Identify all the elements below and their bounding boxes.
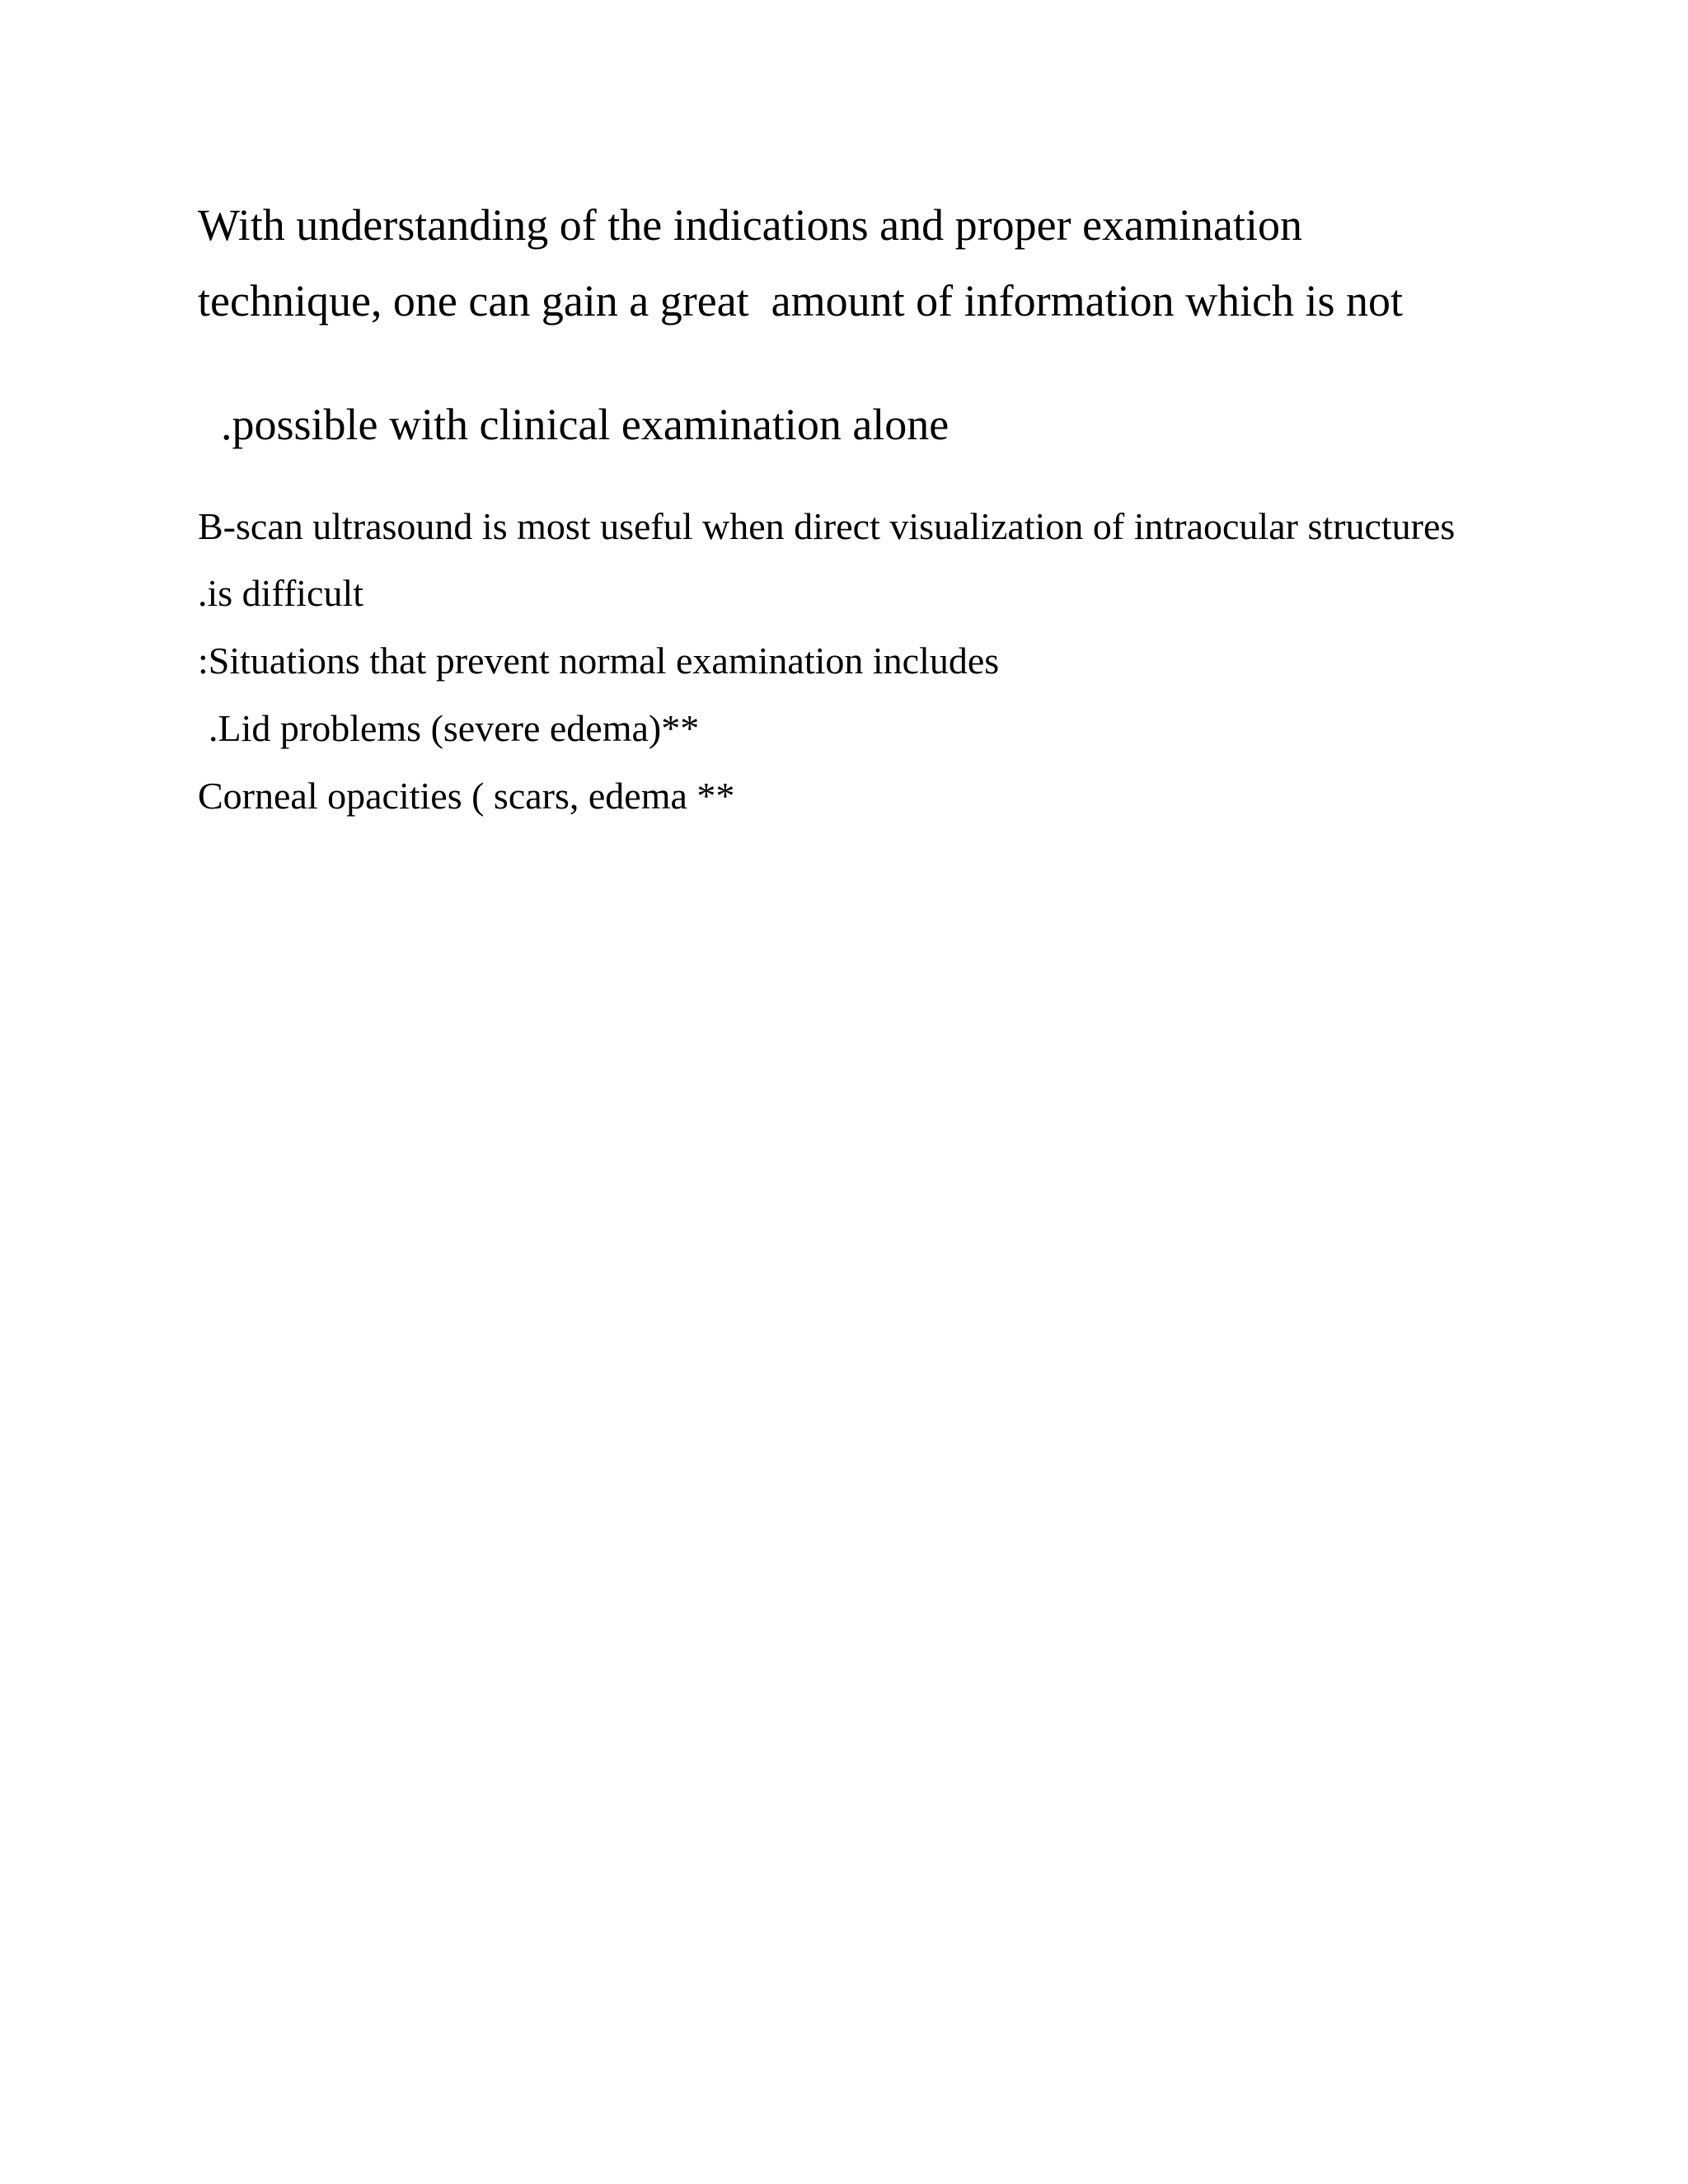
paragraph-1-line-2: technique, one can gain a great amount of information which is not bbox=[198, 276, 1404, 326]
paragraph-2-line-2: .is difficult bbox=[198, 572, 364, 614]
paragraph-1-line-1: With understanding of the indications and proper examination bbox=[198, 200, 1302, 250]
paragraph-2-line-1: B-scan ultrasound is most useful when direct visualization of intraocular structures bbox=[198, 505, 1456, 547]
list-item-corneal-opacities: Corneal opacities ( scars, edema ** bbox=[198, 775, 735, 817]
paragraph-1-line-3: .possible with clinical examination alone bbox=[221, 400, 950, 449]
list-intro: :Situations that prevent normal examination includes bbox=[198, 640, 1000, 682]
list-item-lid-problems: .Lid problems (severe edema)** bbox=[209, 707, 700, 749]
